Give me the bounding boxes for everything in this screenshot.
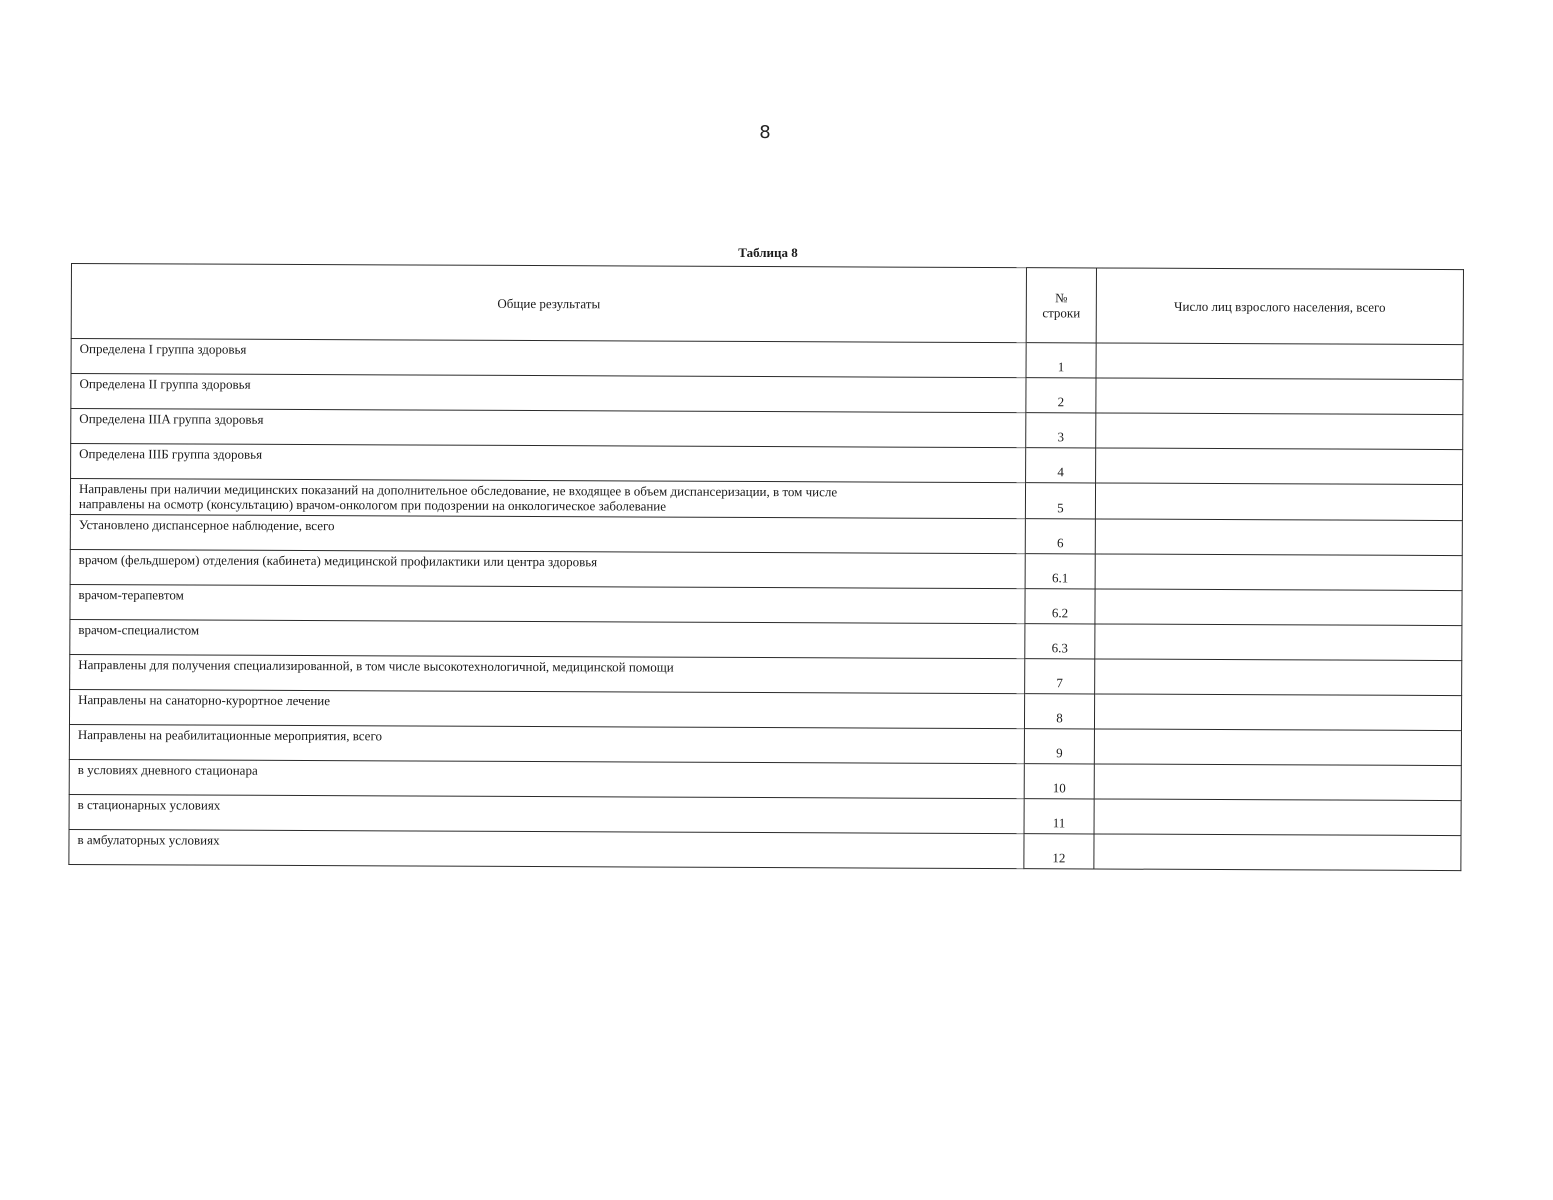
row-number: 2 [1026,378,1096,413]
row-number: 6.3 [1025,624,1095,659]
table-row [70,654,1462,695]
row-number: 6 [1025,519,1095,554]
row-number: 5 [1025,483,1095,519]
row-description: Направлены на санаторно-курортное лечение [69,689,1024,728]
header-description: Общие результаты [71,264,1026,343]
row-description: Определена IIIA группа здоровья [71,409,1026,448]
row-number: 9 [1024,729,1094,764]
table-row [71,374,1463,415]
row-number: 1 [1026,343,1096,378]
row-description: Определена I группа здоровья [71,339,1026,378]
row-description: врачом-терапевтом [70,584,1025,623]
row-number: 7 [1025,659,1095,694]
table-row [71,444,1463,485]
table-row [69,759,1461,800]
row-count-cell[interactable] [1094,764,1461,801]
header-count: Число лиц взрослого населения, всего [1096,268,1463,345]
row-count-cell[interactable] [1095,519,1462,556]
row-description: Направлены для получения специализированной, в том числе высокотехнологичной, медицинской помощи [70,654,1025,693]
row-number: 4 [1026,448,1096,483]
row-count-cell[interactable] [1095,624,1462,661]
table-row [70,514,1462,555]
table-row [70,549,1462,590]
row-description: Определена II группа здоровья [71,374,1026,413]
table-row [71,409,1463,450]
row-count-cell[interactable] [1096,413,1463,450]
table-row [69,724,1461,765]
row-count-cell[interactable] [1095,483,1462,521]
row-description: Направлены при наличии медицинских показаний на дополнительное обследование, не входящее в объем диспансеризации, в том числе направлены на осмотр (консультацию) врачом-онкологом при подозрении на онкологическое заболевание [70,479,1025,519]
row-number: 10 [1024,764,1094,799]
header-row-number: № строки [1026,268,1096,343]
row-number: 11 [1024,799,1094,834]
row-count-cell[interactable] [1094,694,1461,731]
row-count-cell[interactable] [1094,799,1461,836]
table-caption: Таблица 8 [738,245,798,260]
results-table [68,263,1464,871]
row-count-cell[interactable] [1096,448,1463,485]
row-number: 3 [1026,413,1096,448]
table-row [70,619,1462,660]
row-description: Определена IIIБ группа здоровья [71,444,1026,483]
page-number: 8 [759,122,771,143]
row-number: 8 [1024,694,1094,729]
row-description: Установлено диспансерное наблюдение, всего [70,514,1025,553]
table-row [71,339,1463,380]
row-count-cell[interactable] [1094,729,1461,766]
row-description: врачом (фельдшером) отделения (кабинета) медицинской профилактики или центра здоровья [70,549,1025,588]
table-row [70,584,1462,625]
row-count-cell[interactable] [1094,834,1461,871]
row-description: Направлены на реабилитационные мероприятия, всего [69,724,1024,763]
table-row [69,689,1461,730]
table-header-row [71,264,1463,345]
row-count-cell[interactable] [1096,343,1463,380]
row-number: 6.2 [1025,589,1095,624]
row-description: в стационарных условиях [69,794,1024,833]
row-description: врачом-специалистом [70,619,1025,658]
row-description: в условиях дневного стационара [69,759,1024,798]
row-count-cell[interactable] [1095,659,1462,696]
row-description: в амбулаторных условиях [69,829,1024,868]
row-number: 12 [1024,834,1094,869]
row-count-cell[interactable] [1096,378,1463,415]
row-count-cell[interactable] [1095,554,1462,591]
table-row [70,479,1462,521]
table-row [69,794,1461,835]
row-count-cell[interactable] [1095,589,1462,626]
table-row [69,829,1461,870]
row-number: 6.1 [1025,554,1095,589]
